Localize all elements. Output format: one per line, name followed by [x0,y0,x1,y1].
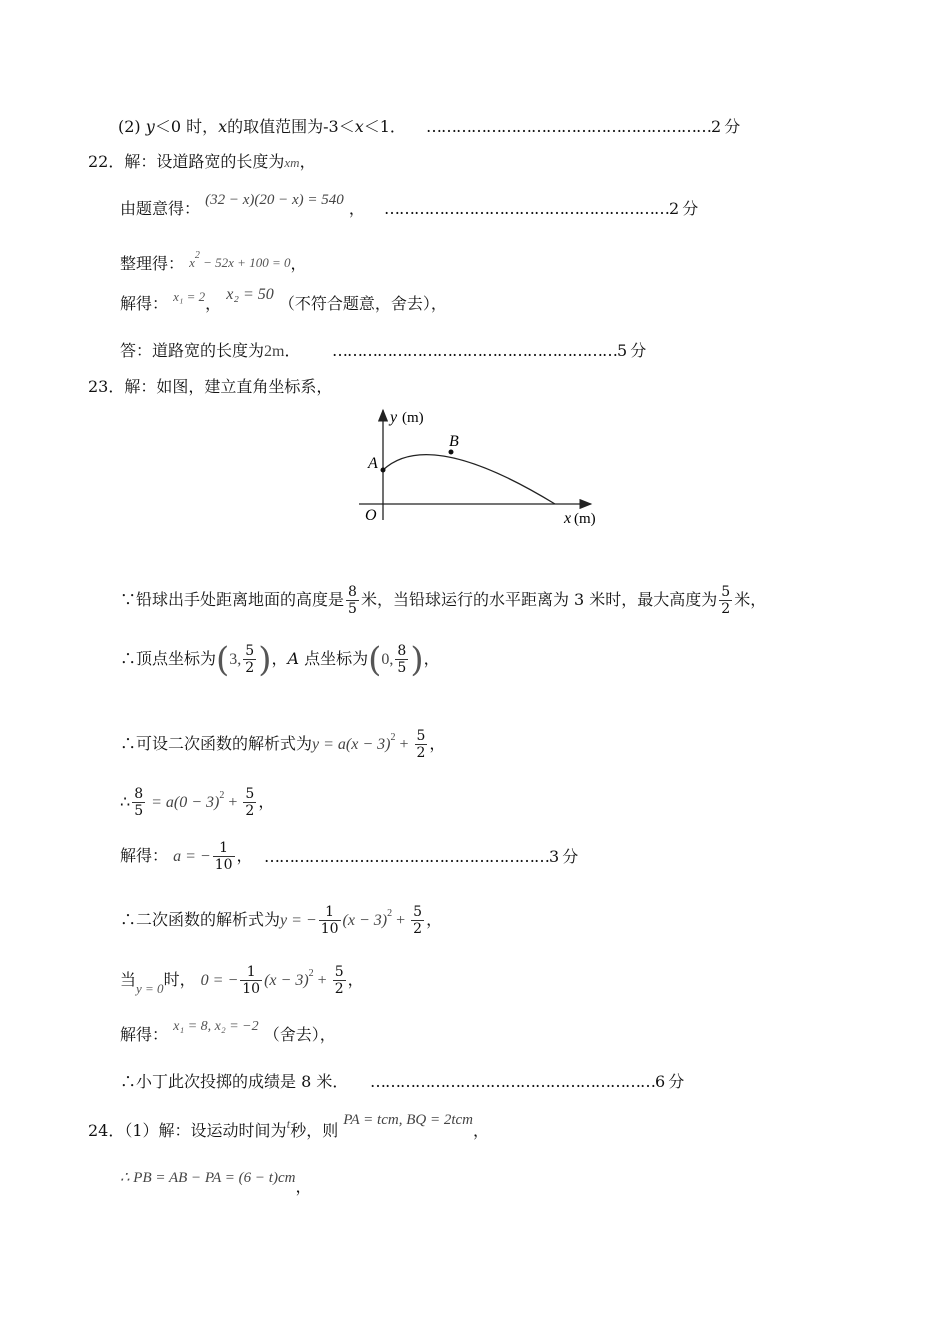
label: 由题意得： [120,199,201,218]
var-x: x [218,117,228,136]
origin-label: O [365,507,377,524]
text: ∵铅球出手处距离地面的高度是 [120,590,345,609]
score-line: …………………………………………………3 分 [264,847,578,866]
fraction [346,584,359,617]
text: 秒，则 [290,1121,339,1140]
text: ， [205,294,222,313]
condition: y = 0 [136,981,164,996]
numerator: 5 [721,584,731,600]
q23-conclusion-line [120,1071,348,1093]
coord: 3, [229,651,242,668]
label: 答：道路宽的长度为 [120,341,265,360]
score-line: …………………………………………………2 分 [384,199,698,218]
superscript: 2 [387,908,393,919]
text: ， [290,254,307,273]
q22-simplify-line [120,247,307,276]
denominator: 2 [413,921,423,937]
equation: (32 − x)(20 − x) = 540 [205,192,344,208]
text: 时， [163,970,196,989]
text: ， [426,910,443,929]
numerator: 1 [240,964,262,981]
label: 解得： [120,846,169,865]
text: （1）解：设运动时间为 [124,1121,287,1140]
paren: ( [368,639,382,680]
equation: y = − [280,912,317,929]
denominator: 10 [242,981,261,997]
text: 的取值范围为-3＜ [227,117,355,136]
fraction [719,584,732,617]
text: 当 [120,970,137,989]
equation: 0 = − [200,972,239,989]
numerator: 5 [245,786,255,802]
text: ， [348,199,365,218]
operator: + [313,972,331,989]
text: ∴ [120,792,131,811]
paren: ) [410,639,424,680]
label: 解得： [120,1025,169,1044]
point-b-label: B [449,433,459,450]
text: ∴顶点坐标为 [120,649,217,668]
fraction [213,840,235,873]
score-line: …………………………………………………2 分 [426,117,740,136]
text: ＜1． [363,117,406,136]
label: 解得： [120,294,169,313]
text: ＜0 时， [154,117,219,136]
text: （舍去）， [263,1025,336,1044]
equation: y = a(x − 3) [312,736,391,753]
math: xm [284,155,300,170]
text: ， [423,649,440,668]
equation: = a(0 − 3) [147,794,220,811]
parabola-curve [383,455,555,504]
q22-answer-line [120,340,300,363]
superscript: 2 [390,732,396,743]
text: 解：如图，建立直角坐标系， [124,377,333,396]
text: 解：设道路宽的长度为 [124,152,285,171]
text: ∴可设二次函数的解析式为 [120,734,313,753]
numerator: 1 [319,904,341,921]
fraction [395,643,408,676]
y-axis-unit: (m) [402,410,424,426]
q22-equation-line [120,192,365,221]
q24-heading [88,1112,489,1143]
score-line: …………………………………………………5 分 [332,341,646,360]
denominator: 5 [348,601,357,617]
text: ， [258,792,275,811]
var-x: x [354,117,364,136]
coord: 0, [381,651,394,668]
coordinate-figure [355,402,615,532]
equation: x₂ = 50 [226,286,274,303]
denominator: 10 [320,921,339,937]
text: ∴小丁此次投掷的成绩是 8 米． [120,1072,349,1091]
operator: + [392,912,410,929]
numerator: 1 [213,840,235,857]
denominator: 2 [334,981,344,997]
text: 点坐标为 [299,649,369,668]
superscript: 2 [308,968,314,979]
value: 2m [264,343,285,360]
denominator: 2 [245,803,255,819]
text: ， [472,1121,489,1140]
paren: ( [216,639,230,680]
q23-substitute-line [120,778,274,821]
numerator: 8 [134,786,144,802]
fraction [415,728,428,761]
point-b-dot [449,450,454,455]
fraction [333,964,346,997]
equation: a = − [173,848,211,865]
text: （不符合题意，舍去）， [278,294,447,313]
equation: x₁ = 2 [173,289,206,304]
numerator: 5 [416,728,426,744]
text: ． [284,341,301,360]
q23-heading [88,376,332,398]
question-number: 24． [88,1121,125,1140]
text: ， [295,1177,312,1196]
q24-pb-line [120,1166,312,1196]
denominator: 2 [416,745,426,761]
superscript: 2 [219,790,225,801]
denominator: 5 [397,660,407,676]
term: − 52x + 100 = 0 [199,255,291,270]
fraction [243,643,256,676]
part2-line [118,116,406,138]
fraction [132,786,145,819]
var-a: A [287,649,300,668]
q23-given-line [120,583,766,617]
operator: + [224,794,242,811]
q22-heading [88,151,316,174]
numerator: 8 [397,643,407,659]
denominator: 2 [721,601,731,617]
text: ∴二次函数的解析式为 [120,910,281,929]
equation: PA = tcm, BQ = 2tcm [343,1112,473,1128]
q22-solve-line [120,286,447,316]
question-number: 23． [88,377,125,396]
x-axis-label: x [564,510,572,527]
text: ， [236,846,253,865]
q23-formula-line [120,720,445,763]
question-number: 22． [88,152,125,171]
q23-roots-line [120,1019,336,1048]
x-axis-unit: (m) [574,511,596,527]
equation: (x − 3) [342,912,388,929]
operator: + [395,736,413,753]
numerator: 5 [334,964,344,980]
equation [189,250,291,270]
denominator: 10 [214,857,233,873]
q23-solve-a-line [120,838,253,875]
q23-vertex-line [120,640,440,679]
fraction [319,904,341,937]
text: ， [271,649,288,668]
fraction [240,964,262,997]
text: ， [299,152,316,171]
numerator: 5 [245,643,255,659]
equation: x₁ = 8, x₂ = −2 [173,1019,259,1034]
var-t: t [286,1116,291,1131]
superscript: 2 [194,250,200,261]
text: ， [347,970,364,989]
score-line: …………………………………………………6 分 [370,1072,684,1091]
text: 米，当铅球运行的水平距离为 3 米时，最大高度为 [360,590,718,609]
denominator: 2 [245,660,255,676]
part-label: (2) [118,117,141,136]
equation: (x − 3) [264,972,309,989]
numerator: 8 [348,584,357,600]
paren: ) [258,639,272,680]
point-a-label: A [368,455,378,472]
fraction [243,786,256,819]
y-axis-label: y [390,409,398,426]
term: x [189,255,195,270]
equation: ∴ PB = AB − PA = (6 − t)cm [120,1170,296,1186]
point-a-dot [381,468,386,473]
denominator: 5 [134,803,144,819]
text: ， [429,734,446,753]
fraction [411,904,424,937]
numerator: 5 [413,904,423,920]
q23-zero-line [120,956,364,999]
label: 整理得： [120,254,185,273]
q23-result-formula-line [120,896,442,939]
text: 米， [734,590,767,609]
var-y: y [145,117,155,136]
